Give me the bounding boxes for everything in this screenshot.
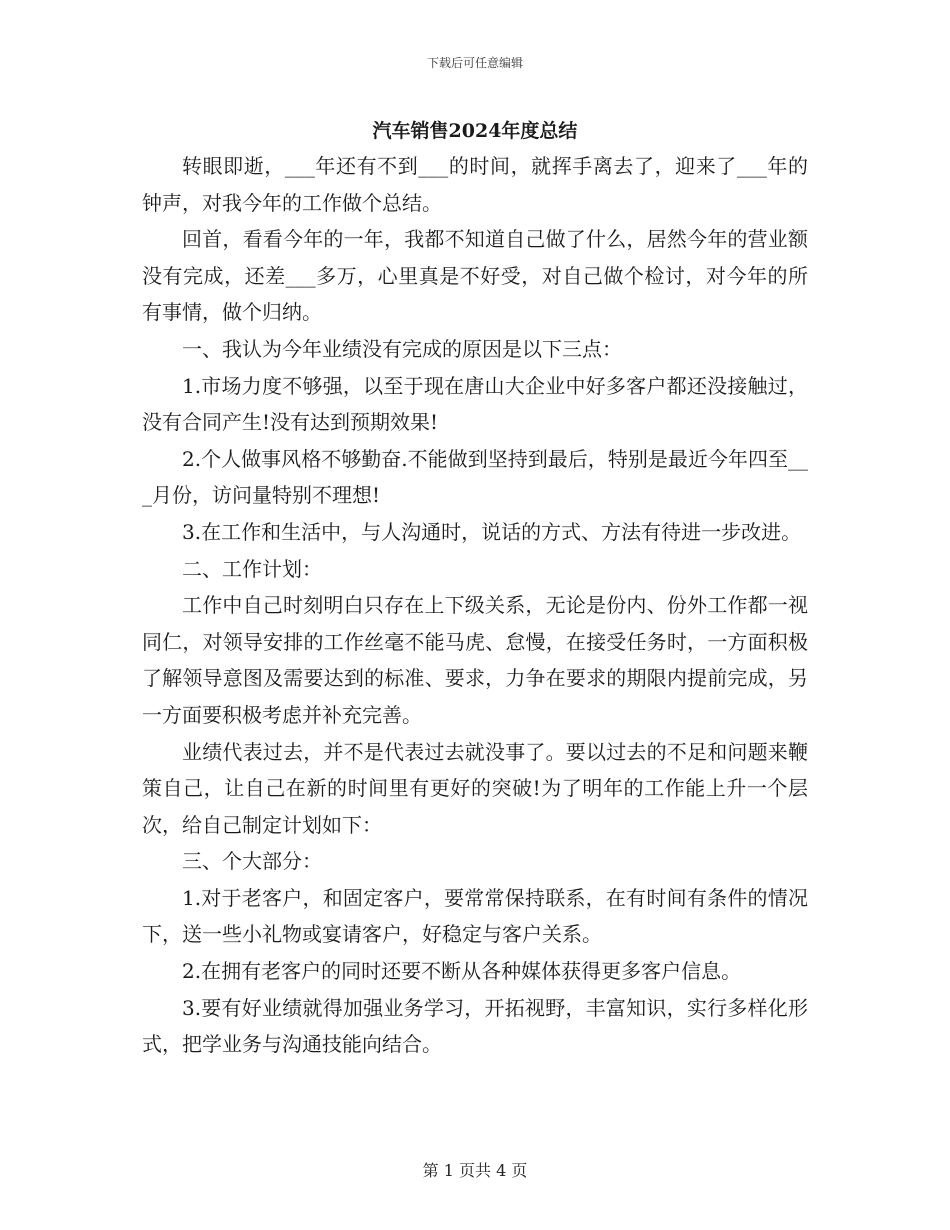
section-heading-work-plan: 二、工作计划： <box>182 556 322 581</box>
paragraph-review: 回首，看看今年的一年，我都不知道自己做了什么，居然今年的营业额没有完成，还差___多万，心里真是不好受，对自己做个检讨，对今年的所有事情，做个归纳。 <box>142 227 808 325</box>
list-item-plan-3: 3.要有好业绩就得加强业务学习，开拓视野，丰富知识，实行多样化形式，把学业务与沟通技能向结合。 <box>142 995 808 1057</box>
paragraph-performance: 业绩代表过去，并不是代表过去就没事了。要以过去的不足和问题来鞭策自己，让自己在新的时间里有更好的突破!为了明年的工作能上升一个层次，给自己制定计划如下： <box>142 739 808 837</box>
list-item-reason-3: 3.在工作和生活中，与人沟通时，说话的方式、方法有待进一步改进。 <box>182 519 802 544</box>
list-item-reason-1: 1.市场力度不够强，以至于现在唐山大企业中好多客户都还没接触过，没有合同产生!没有达到预期效果! <box>142 373 808 435</box>
document-title: 汽车销售2024年度总结 <box>372 120 578 142</box>
paragraph-work-attitude: 工作中自己时刻明白只存在上下级关系，无论是份内、份外工作都一视同仁，对领导安排的工作丝毫不能马虎、怠慢，在接受任务时，一方面积极了解领导意图及需要达到的标准、要求，力争在要求的期限内提前完成，另一方面要积极考虑并补充完善。 <box>142 593 808 727</box>
section-heading-reasons: 一、我认为今年业绩没有完成的原因是以下三点： <box>182 336 622 361</box>
page-header-note: 下载后可任意编辑 <box>426 56 523 70</box>
document-body <box>142 148 808 1063</box>
list-item-plan-1: 1.对于老客户，和固定客户，要常常保持联系，在有时间有条件的情况下，送一些小礼物或宴请客户，好稳定与客户关系。 <box>142 885 808 947</box>
list-item-plan-2: 2.在拥有老客户的同时还要不断从各种媒体获得更多客户信息。 <box>182 959 742 984</box>
paragraph-intro: 转眼即逝，___年还有不到___的时间，就挥手离去了，迎来了___年的钟声，对我今年的工作做个总结。 <box>142 154 808 215</box>
page-number: 第 1 页共 4 页 <box>422 1161 528 1180</box>
section-heading-parts: 三、个大部分： <box>182 849 322 874</box>
list-item-reason-2: 2.个人做事风格不够勤奋.不能做到坚持到最后，特别是最近今年四至___月份，访问量特别不理想! <box>142 446 808 508</box>
